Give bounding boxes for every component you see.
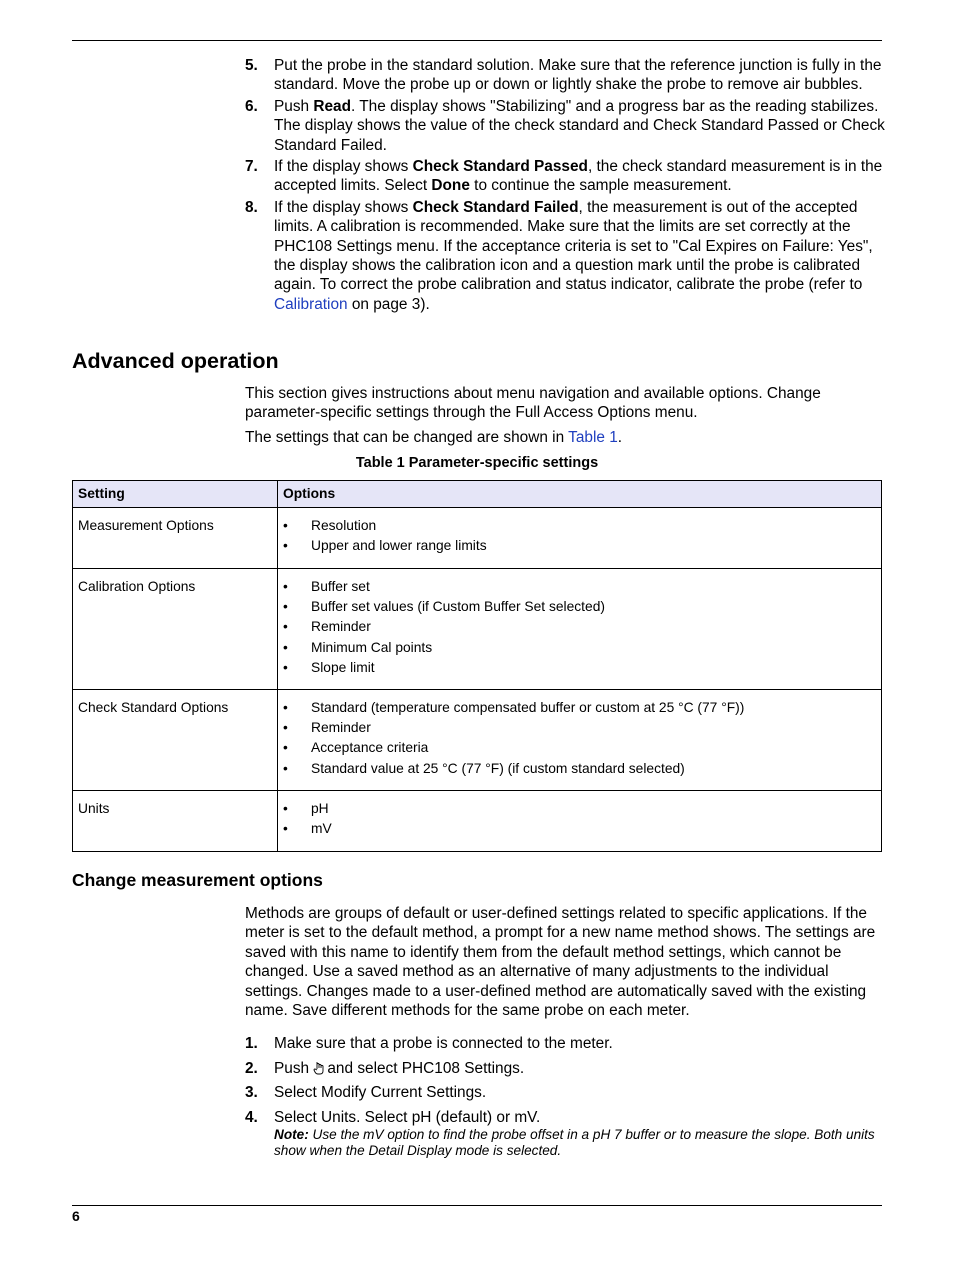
options-cell <box>278 791 882 852</box>
header-setting: Setting <box>73 481 278 508</box>
parameter-settings-table <box>72 480 882 852</box>
table-row <box>73 791 882 852</box>
option-item: • Standard (temperature compensated buffer or custom at 25 °C (77 °F)) <box>283 700 745 715</box>
table-header-row <box>73 481 882 508</box>
step-6: 6. Push Read. The display shows "Stabilizing" and a progress bar as the reading stabilizes. The display shows the value of the check standard and Check Standard Passed or Check Standard Failed. <box>245 97 885 154</box>
option-item: • Resolution <box>283 518 377 533</box>
advanced-para-2: The settings that can be changed are shown in Table 1. <box>245 428 623 446</box>
setting-cell: Check Standard Options <box>73 690 278 791</box>
option-item: • Buffer set values (if Custom Buffer Set selected) <box>283 599 605 615</box>
table-row <box>73 690 882 791</box>
footer-rule <box>72 1205 882 1206</box>
option-item: • Upper and lower range limits <box>283 538 487 554</box>
options-cell <box>278 508 882 569</box>
change-step-1: 1. Make sure that a probe is connected to the meter. <box>245 1035 613 1053</box>
table-row <box>73 508 882 569</box>
option-item: • Slope limit <box>283 659 375 675</box>
option-item: • Buffer set <box>283 579 370 594</box>
calibration-link[interactable]: Calibration <box>274 295 348 313</box>
option-item: • Reminder <box>283 619 371 635</box>
advanced-para-1: This section gives instructions about menu navigation and available options. Change parameter-specific settings through the Full Access Options menu. <box>245 385 821 422</box>
option-item: • pH <box>283 801 329 816</box>
options-cell <box>278 569 882 690</box>
change-para: Methods are groups of default or user-defined settings related to specific applications. If the meter is set to the default method, a prompt for a new name method shows. The settings are saved with this name to identify them from the default method settings, which cannot be changed. Use a saved method as an alternative of many adjustments to the individual settings. Changes made to a user-defined method are automatically saved with the existing name. Save different methods for the same probe on each meter. <box>245 905 876 1020</box>
hand-pointer-icon <box>313 1061 325 1075</box>
option-item: • Standard value at 25 °C (77 °F) (if custom standard selected) <box>283 760 685 776</box>
setting-cell: Calibration Options <box>73 569 278 690</box>
note-text: Note: Use the mV option to find the probe offset in a pH 7 buffer or to measure the slope. Both units show when the Detail Display mode is selected. <box>274 1127 875 1159</box>
table-caption: Table 1 Parameter-specific settings <box>355 455 599 471</box>
option-item: • Reminder <box>283 720 371 736</box>
page-number: 6 <box>72 1208 80 1224</box>
step-8: 8. If the display shows Check Standard Failed, the measurement is out of the accepted limits. A calibration is recommended. Make sure that the limits are set correctly at the PHC108 Settings menu. If the acceptance criteria is set to "Cal Expires on Failure: Yes", the display shows the calibration icon and a question mark until the probe is calibrated again. To correct the probe calibration and status indicator, calibrate the probe (refer to Calibration on page 3). <box>245 198 873 313</box>
step-5: 5. Put the probe in the standard solution. Make sure that the reference junction is fully in the standard. Move the probe up or down or lightly shake the probe to remove air bubbles. <box>245 57 882 94</box>
setting-cell: Units <box>73 791 278 852</box>
step-7: 7. If the display shows Check Standard Passed, the check standard measurement is in the accepted limits. Select Done to continue the sample measurement. <box>245 158 883 195</box>
option-item: • mV <box>283 821 332 837</box>
change-section <box>245 904 885 1159</box>
advanced-intro <box>245 384 885 452</box>
change-measurement-heading: Change measurement options <box>72 870 323 890</box>
options-cell <box>278 690 882 791</box>
change-step-3: 3. Select Modify Current Settings. <box>245 1084 487 1102</box>
setting-cell: Measurement Options <box>73 508 278 569</box>
table-1-link[interactable]: Table 1 <box>568 428 618 446</box>
table-row <box>73 569 882 690</box>
header-options: Options <box>278 481 882 508</box>
option-item: • Minimum Cal points <box>283 639 433 655</box>
change-step-2: 2. Push and select PHC108 Settings. <box>245 1059 525 1077</box>
advanced-operation-heading: Advanced operation <box>72 349 279 373</box>
top-steps-list <box>245 56 885 316</box>
change-step-4: 4. Select Units. Select pH (default) or mV. Note: Use the mV option to find the probe offset in a pH 7 buffer or to measure the slope. Both units show when the Detail Display mode is selected. <box>245 1108 885 1159</box>
option-item: • Acceptance criteria <box>283 740 429 756</box>
header-rule <box>72 40 882 41</box>
